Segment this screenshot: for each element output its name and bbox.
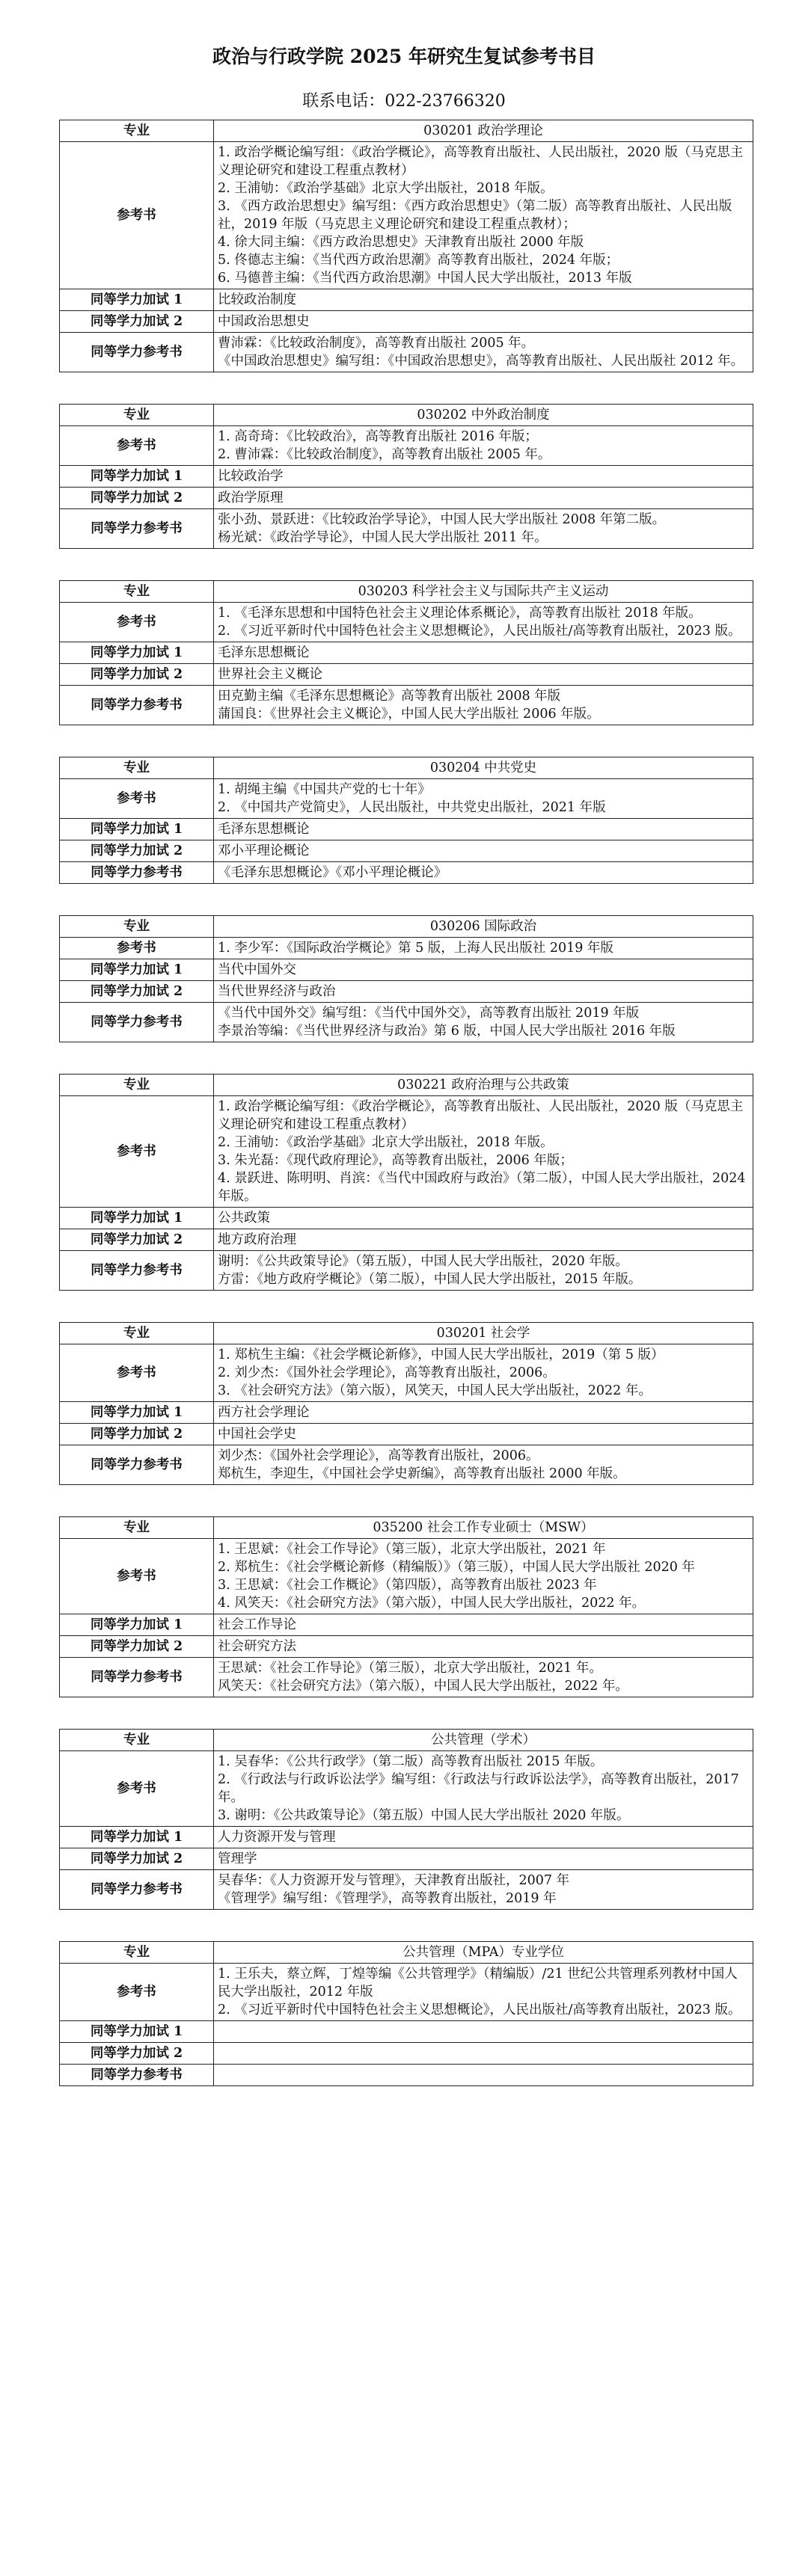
table-row	[60, 938, 753, 959]
book-entry: 1. 《毛泽东思想和中国特色社会主义理论体系概论》，高等教育出版社 2018 年版。	[218, 606, 702, 621]
extra-exam-1-label: 同等学力加试 1	[60, 1402, 214, 1424]
program-name: 030221 政府治理与公共政策	[214, 1075, 753, 1096]
refbooks-cell	[214, 779, 753, 819]
book-entry: 《当代中国外交》编写组：《当代中国外交》，高等教育出版社 2019 年版	[218, 1006, 640, 1021]
refbooks-cell	[214, 603, 753, 642]
extra-ref-label: 同等学力参考书	[60, 509, 214, 549]
table-row	[60, 686, 753, 725]
program-table	[59, 580, 753, 725]
major-label: 专业	[60, 1517, 214, 1539]
extra-exam-1-value: 人力资源开发与管理	[214, 1827, 753, 1848]
major-label: 专业	[60, 120, 214, 142]
book-entry: 6. 马德普主编：《当代西方政治思潮》中国人民大学出版社，2013 年版	[218, 271, 632, 286]
extra-exam-1-value: 比较政治学	[214, 466, 753, 488]
extra-exam-1-value: 西方社会学理论	[214, 1402, 753, 1424]
book-entry: 4. 景跃进、陈明明、肖滨：《当代中国政府与政治》（第二版），中国人民大学出版社，2024 年版。	[218, 1171, 750, 1204]
program-name: 030202 中外政治制度	[214, 405, 753, 426]
extra-exam-1-label: 同等学力加试 1	[60, 959, 214, 981]
table-row	[60, 2021, 753, 2043]
book-entry: 《中国政治思想史》编写组：《中国政治思想史》，高等教育出版社、人民出版社 2012 年。	[218, 354, 744, 369]
table-row	[60, 1075, 753, 1096]
refbooks-label: 参考书	[60, 426, 214, 466]
program-name: 030203 科学社会主义与国际共产主义运动	[214, 581, 753, 603]
table-row	[60, 1942, 753, 1964]
refbooks-cell	[214, 938, 753, 959]
extra-exam-1-label: 同等学力加试 1	[60, 819, 214, 840]
extra-exam-1-label: 同等学力加试 1	[60, 1208, 214, 1229]
extra-exam-2-label: 同等学力加试 2	[60, 1636, 214, 1658]
refbooks-cell	[214, 1096, 753, 1208]
extra-exam-2-label: 同等学力加试 2	[60, 1424, 214, 1445]
extra-ref-label: 同等学力参考书	[60, 1445, 214, 1485]
table-row	[60, 2043, 753, 2065]
table-row	[60, 1827, 753, 1848]
extra-exam-1-label: 同等学力加试 1	[60, 2021, 214, 2043]
table-row	[60, 1614, 753, 1636]
extra-ref-label: 同等学力参考书	[60, 862, 214, 884]
book-entry: 1. 胡绳主编《中国共产党的七十年》	[218, 782, 431, 797]
book-entry: 郑杭生，李迎生，《中国社会学史新编》，高等教育出版社 2000 年版。	[218, 1466, 626, 1481]
table-row	[60, 757, 753, 779]
program-name: 030201 社会学	[214, 1323, 753, 1344]
major-label: 专业	[60, 1075, 214, 1096]
table-row	[60, 426, 753, 466]
refbooks-cell	[214, 1344, 753, 1402]
major-label: 专业	[60, 1323, 214, 1344]
book-entry: 1. 政治学概论编写组：《政治学概论》，高等教育出版社、人民出版社，2020 版（马克思主义理论研究和建设工程重点教材）	[218, 1099, 744, 1132]
extra-ref-cell	[214, 1251, 753, 1291]
book-entry: 张小劲、景跃进：《比较政治学导论》，中国人民大学出版社 2008 年第二版。	[218, 512, 666, 527]
major-label: 专业	[60, 581, 214, 603]
extra-exam-2-value: 邓小平理论概论	[214, 840, 753, 862]
table-row	[60, 1424, 753, 1445]
book-entry: 4. 风笑天：《社会研究方法》（第六版），中国人民大学出版社，2022 年。	[218, 1596, 646, 1611]
book-entry: 田克勤主编《毛泽东思想概论》高等教育出版社 2008 年版	[218, 689, 561, 704]
extra-exam-2-label: 同等学力加试 2	[60, 488, 214, 509]
extra-ref-cell	[214, 1658, 753, 1697]
table-row	[60, 1344, 753, 1402]
table-row	[60, 1208, 753, 1229]
extra-exam-2-label: 同等学力加试 2	[60, 1229, 214, 1251]
book-entry: 风笑天：《社会研究方法》（第六版），中国人民大学出版社，2022 年。	[218, 1679, 628, 1694]
extra-ref-cell	[214, 1870, 753, 1910]
extra-ref-cell	[214, 509, 753, 549]
table-row	[60, 289, 753, 311]
extra-exam-1-label: 同等学力加试 1	[60, 1827, 214, 1848]
book-entry: 1. 高奇琦：《比较政治》，高等教育出版社 2016 年版；	[218, 429, 538, 444]
book-entry: 2. 刘少杰：《国外社会学理论》，高等教育出版社，2006。	[218, 1365, 556, 1380]
book-entry: 2. 郑杭生：《社会学概论新修（精编版）》（第三版），中国人民大学出版社 2020 年	[218, 1560, 695, 1575]
program-name: 030206 国际政治	[214, 916, 753, 938]
book-entry: 吴春华：《人力资源开发与管理》，天津教育出版社，2007 年	[218, 1873, 570, 1888]
program-table	[59, 1322, 753, 1485]
extra-exam-1-value: 比较政治制度	[214, 289, 753, 311]
program-table	[59, 120, 753, 372]
refbooks-label: 参考书	[60, 1096, 214, 1208]
major-label: 专业	[60, 757, 214, 779]
extra-exam-2-label: 同等学力加试 2	[60, 840, 214, 862]
extra-ref-cell	[214, 333, 753, 372]
table-row	[60, 1402, 753, 1424]
refbooks-cell	[214, 1751, 753, 1827]
book-entry: 4. 徐大同主编：《西方政治思想史》天津教育出版社 2000 年版	[218, 235, 584, 250]
book-entry: 2. 王浦劬：《政治学基础》北京大学出版社，2018 年版。	[218, 1135, 554, 1150]
program-name: 030204 中共党史	[214, 757, 753, 779]
table-row	[60, 916, 753, 938]
table-row	[60, 311, 753, 333]
extra-exam-1-value	[214, 2021, 753, 2043]
extra-ref-label: 同等学力参考书	[60, 686, 214, 725]
book-entry: 2. 王浦劬：《政治学基础》北京大学出版社，2018 年版。	[218, 181, 554, 196]
program-name: 公共管理（学术）	[214, 1730, 753, 1751]
book-entry: 3. 王思斌：《社会工作概论》（第四版），高等教育出版社 2023 年	[218, 1578, 597, 1593]
book-entry: 谢明：《公共政策导论》（第五版），中国人民大学出版社，2020 年版。	[218, 1254, 628, 1269]
extra-ref-cell	[214, 1003, 753, 1042]
extra-exam-2-value: 中国社会学史	[214, 1424, 753, 1445]
refbooks-label: 参考书	[60, 1539, 214, 1614]
major-label: 专业	[60, 1942, 214, 1964]
book-entry: 蒲国良：《世界社会主义概论》，中国人民大学出版社 2006 年版。	[218, 707, 600, 722]
table-row	[60, 1848, 753, 1870]
extra-exam-1-label: 同等学力加试 1	[60, 1614, 214, 1636]
table-row	[60, 1229, 753, 1251]
program-name: 035200 社会工作专业硕士（MSW）	[214, 1517, 753, 1539]
book-entry: 《毛泽东思想概论》《邓小平理论概论》	[218, 865, 447, 880]
table-row	[60, 1251, 753, 1291]
table-row	[60, 1730, 753, 1751]
extra-ref-cell	[214, 862, 753, 884]
book-entry: 1. 王思斌：《社会工作导论》（第三版），北京大学出版社，2021 年	[218, 1542, 606, 1557]
table-row	[60, 581, 753, 603]
refbooks-cell	[214, 426, 753, 466]
program-name: 030201 政治学理论	[214, 120, 753, 142]
table-row	[60, 1445, 753, 1485]
extra-exam-1-value: 毛泽东思想概论	[214, 642, 753, 664]
table-row	[60, 603, 753, 642]
table-row	[60, 1751, 753, 1827]
contact-phone: 联系电话：022-23766320	[302, 92, 506, 111]
extra-ref-label: 同等学力参考书	[60, 2065, 214, 2086]
extra-exam-2-label: 同等学力加试 2	[60, 311, 214, 333]
program-table	[59, 1516, 753, 1697]
refbooks-label: 参考书	[60, 779, 214, 819]
book-entry: 2. 《中国共产党简史》，人民出版社，中共党史出版社，2021 年版	[218, 800, 606, 815]
refbooks-label: 参考书	[60, 1751, 214, 1827]
table-row	[60, 819, 753, 840]
book-entry: 2. 《行政法与行政诉讼法学》编写组：《行政法与行政诉讼法学》，高等教育出版社，2017 年。	[218, 1772, 744, 1805]
table-row	[60, 2065, 753, 2086]
extra-ref-label: 同等学力参考书	[60, 333, 214, 372]
table-row	[60, 120, 753, 142]
table-row	[60, 959, 753, 981]
table-row	[60, 405, 753, 426]
extra-exam-1-value: 毛泽东思想概论	[214, 819, 753, 840]
extra-ref-cell	[214, 2065, 753, 2086]
table-row	[60, 1323, 753, 1344]
table-row	[60, 840, 753, 862]
book-entry: 杨光斌：《政治学导论》，中国人民大学出版社 2011 年。	[218, 530, 548, 545]
extra-exam-1-value: 公共政策	[214, 1208, 753, 1229]
extra-exam-1-value: 当代中国外交	[214, 959, 753, 981]
extra-exam-2-label: 同等学力加试 2	[60, 1848, 214, 1870]
table-row	[60, 1636, 753, 1658]
table-row	[60, 142, 753, 289]
table-row	[60, 1658, 753, 1697]
book-entry: 3. 谢明：《公共政策导论》（第五版）中国人民大学出版社 2020 年版。	[218, 1808, 630, 1823]
extra-ref-label: 同等学力参考书	[60, 1658, 214, 1697]
program-table	[59, 404, 753, 549]
refbooks-label: 参考书	[60, 1344, 214, 1402]
book-entry: 方雷：《地方政府学概论》（第二版），中国人民大学出版社，2015 年版。	[218, 1272, 642, 1287]
table-row	[60, 779, 753, 819]
page-title: 政治与行政学院 2025 年研究生复试参考书目	[212, 46, 596, 67]
refbooks-cell	[214, 142, 753, 289]
table-row	[60, 466, 753, 488]
refbooks-label: 参考书	[60, 1964, 214, 2021]
extra-exam-1-label: 同等学力加试 1	[60, 289, 214, 311]
extra-ref-cell	[214, 686, 753, 725]
extra-exam-2-value: 当代世界经济与政治	[214, 981, 753, 1003]
book-entry: 2. 《习近平新时代中国特色社会主义思想概论》，人民出版社/高等教育出版社，2023 版。	[218, 624, 741, 639]
extra-exam-2-value: 社会研究方法	[214, 1636, 753, 1658]
program-table	[59, 1729, 753, 1910]
book-entry: 1. 吴春华：《公共行政学》（第二版）高等教育出版社 2015 年版。	[218, 1754, 604, 1769]
book-entry: 1. 李少军：《国际政治学概论》第 5 版，上海人民出版社 2019 年版	[218, 941, 613, 956]
book-entry: 2. 曹沛霖：《比较政治制度》，高等教育出版社 2005 年。	[218, 447, 551, 462]
program-name: 公共管理（MPA）专业学位	[214, 1942, 753, 1964]
book-entry: 《管理学》编写组：《管理学》，高等教育出版社，2019 年	[218, 1891, 557, 1906]
book-entry: 2. 《习近平新时代中国特色社会主义思想概论》，人民出版社/高等教育出版社，2023 版。	[218, 2002, 741, 2017]
table-row	[60, 642, 753, 664]
extra-exam-2-value: 世界社会主义概论	[214, 664, 753, 686]
table-row	[60, 981, 753, 1003]
book-entry: 李景治等编：《当代世界经济与政治》第 6 版，中国人民大学出版社 2016 年版	[218, 1024, 676, 1039]
reference-tables	[59, 120, 753, 2118]
book-entry: 王思斌：《社会工作导论》（第三版），北京大学出版社，2021 年。	[218, 1661, 602, 1676]
refbooks-label: 参考书	[60, 142, 214, 289]
table-row	[60, 333, 753, 372]
program-table	[59, 915, 753, 1042]
book-entry: 3. 朱光磊：《现代政府理论》，高等教育出版社，2006 年版；	[218, 1153, 573, 1168]
book-entry: 1. 王乐夫，蔡立辉，丁煌等编《公共管理学》（精编版）/21 世纪公共管理系列教材中国人民大学出版社，2012 年版	[218, 1967, 738, 1999]
table-row	[60, 1964, 753, 2021]
extra-exam-2-label: 同等学力加试 2	[60, 981, 214, 1003]
extra-exam-2-value	[214, 2043, 753, 2065]
book-entry: 1. 郑杭生主编：《社会学概论新修》，中国人民大学出版社，2019（第 5 版）	[218, 1347, 664, 1362]
major-label: 专业	[60, 916, 214, 938]
table-row	[60, 1096, 753, 1208]
book-entry: 1. 政治学概论编写组：《政治学概论》，高等教育出版社、人民出版社，2020 版（马克思主义理论研究和建设工程重点教材）	[218, 145, 744, 178]
extra-ref-label: 同等学力参考书	[60, 1003, 214, 1042]
extra-exam-2-value: 地方政府治理	[214, 1229, 753, 1251]
extra-exam-2-value: 管理学	[214, 1848, 753, 1870]
table-row	[60, 509, 753, 549]
refbooks-cell	[214, 1964, 753, 2021]
program-table	[59, 1074, 753, 1291]
program-table	[59, 1941, 753, 2086]
extra-exam-1-label: 同等学力加试 1	[60, 466, 214, 488]
table-row	[60, 664, 753, 686]
major-label: 专业	[60, 405, 214, 426]
extra-exam-2-label: 同等学力加试 2	[60, 2043, 214, 2065]
extra-ref-label: 同等学力参考书	[60, 1870, 214, 1910]
book-entry: 3. 《社会研究方法》（第六版），风笑天，中国人民大学出版社，2022 年。	[218, 1383, 652, 1398]
table-row	[60, 488, 753, 509]
extra-exam-1-value: 社会工作导论	[214, 1614, 753, 1636]
table-row	[60, 1870, 753, 1910]
extra-exam-1-label: 同等学力加试 1	[60, 642, 214, 664]
table-row	[60, 862, 753, 884]
refbooks-cell	[214, 1539, 753, 1614]
major-label: 专业	[60, 1730, 214, 1751]
extra-ref-label: 同等学力参考书	[60, 1251, 214, 1291]
table-row	[60, 1517, 753, 1539]
extra-ref-cell	[214, 1445, 753, 1485]
extra-exam-2-label: 同等学力加试 2	[60, 664, 214, 686]
refbooks-label: 参考书	[60, 603, 214, 642]
book-entry: 5. 佟德志主编：《当代西方政治思潮》高等教育出版社，2024 年版；	[218, 253, 619, 268]
book-entry: 刘少杰：《国外社会学理论》，高等教育出版社，2006。	[218, 1448, 539, 1463]
refbooks-label: 参考书	[60, 938, 214, 959]
table-row	[60, 1003, 753, 1042]
table-row	[60, 1539, 753, 1614]
book-entry: 曹沛霖：《比较政治制度》，高等教育出版社 2005 年。	[218, 336, 535, 351]
extra-exam-2-value: 中国政治思想史	[214, 311, 753, 333]
program-table	[59, 757, 753, 884]
book-entry: 3. 《西方政治思想史》编写组：《西方政治思想史》（第二版）高等教育出版社、人民出版社，2019 年版（马克思主义理论研究和建设工程重点教材）；	[218, 199, 732, 232]
extra-exam-2-value: 政治学原理	[214, 488, 753, 509]
